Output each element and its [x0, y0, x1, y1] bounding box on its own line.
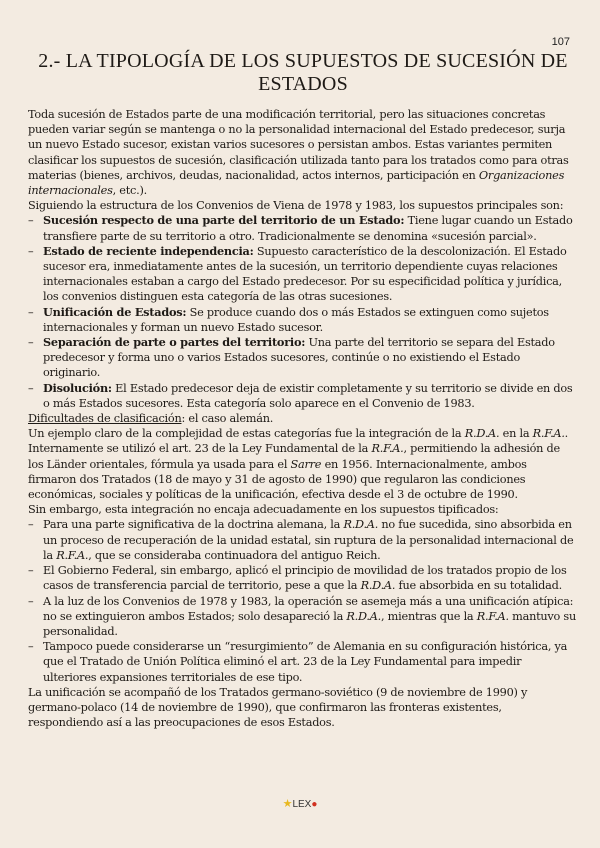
text-run: Para una parte significativa de la doctrina alemana, la	[43, 518, 344, 532]
text-run: fue absorbida en su totalidad.	[395, 579, 562, 593]
drop-icon: ●	[311, 799, 318, 810]
text-run: , mientras que la	[381, 609, 477, 623]
text-run: , etc.).	[112, 184, 147, 198]
however-paragraph: Sin embargo, esta integración no encaja adecuadamente en los supuestos tipificados:	[28, 503, 499, 517]
succession-cases-list	[28, 213, 576, 411]
case-term: Separación de parte o partes del territorio:	[43, 335, 306, 350]
italic-text: Organizaciones internacionales	[28, 168, 565, 198]
text-run: Toda sucesión de Estados parte de una modificación territorial, pero las situaciones concretas pueden variar según se mantenga o no la personalidad internacional del Estado predecesor, surja un nuevo Estado sucesor, existan varios sucesores o persistan ambos. Estas variantes permiten clasificar los supuestos de sucesión, clasificación utilizada tanto para los tratados como para otras materias (bienes, archivos, deudas, nacionalidad, actos internos, participación en	[28, 108, 569, 182]
italic-text: R.F.A.	[476, 609, 509, 623]
german-paragraph	[28, 426, 576, 502]
text-run: . Internamente se utilizó el art. 23 de la Ley Fundamental de la	[28, 427, 569, 456]
text-run: en 1956. Internacionalmente, ambos firmaron dos Tratados (18 de mayo y 31 de agosto de 1990) que regularon las condiciones económicas, sociales y políticas de la unificación, efectiva desde el 3 de octubre de 1990.	[28, 457, 527, 502]
list-item	[28, 244, 576, 305]
text-run: , permitiendo la adhesión de los Länder orientales, fórmula ya usada para el	[28, 442, 560, 471]
italic-text: R.F.A.	[532, 427, 565, 441]
italic-text: R.F.A.	[371, 442, 404, 456]
lead-paragraph: Siguiendo la estructura de los Convenios de Viena de 1978 y 1983, los supuestos principales son:	[28, 199, 564, 213]
difficulty-heading	[28, 411, 576, 426]
footer-text: LEX	[292, 799, 312, 810]
text-run: A la luz de los Convenios de 1978 y 1983, la operación se asemeja más a una unificación atípica: no se extinguieron ambos Estados; solo desapareció la	[43, 594, 574, 623]
list-item	[28, 305, 576, 335]
case-term: Estado de reciente independencia:	[43, 243, 254, 258]
text-run: en la	[499, 427, 533, 441]
italic-text: R.D.A.	[360, 579, 396, 593]
difficulty-heading-suffix: : el caso alemán.	[181, 412, 274, 426]
list-item	[28, 594, 576, 640]
case-term: Sucesión respecto de una parte del territorio de un Estado:	[43, 213, 405, 228]
italic-text: Sarre	[290, 457, 322, 471]
italic-text: R.D.A.	[464, 427, 500, 441]
case-text: Tiene lugar cuando un Estado transfiere parte de su territorio a otro. Tradicionalmente se denomina «sucesión parcial».	[43, 214, 573, 243]
case-text: Supuesto característico de la descolonización. El Estado sucesor era, inmediatamente antes de la sucesión, un territorio dependiente cuyas relaciones internacionales estaban a cargo del Estado predecesor. Por su especificidad política y jurídica, los convenios distinguen esta categoría de las otras sucesiones.	[43, 244, 567, 304]
closing-paragraph: La unificación se acompañó de los Tratados germano-soviético (9 de noviembre de 1990) y germano-polaco (14 de noviembre de 1990), que confirmaron las fronteras existentes, respondiendo así a las preocupaciones de esos Estados.	[28, 685, 528, 730]
list-item	[28, 335, 576, 381]
intro-paragraph	[28, 107, 576, 198]
difficulty-heading-underlined: Dificultades de clasificación	[28, 412, 182, 426]
german-points-list	[28, 517, 576, 684]
text-run: mantuvo su personalidad.	[43, 609, 577, 638]
star-icon: ★	[282, 798, 293, 810]
italic-text: R.F.A.	[56, 548, 89, 562]
italic-text: R.D.A.	[346, 609, 381, 623]
document-body	[28, 107, 576, 730]
case-text: El Estado predecesor deja de existir completamente y su territorio se divide en dos o más Estados sucesores. Esta categoría solo aparece en el Convenio de 1983.	[43, 381, 573, 410]
text-run: no fue sucedida, sino absorbida en un proceso de recuperación de la unidad estatal, sin ruptura de la personalidad internacional de la	[43, 518, 574, 562]
case-term: Unificación de Estados:	[43, 304, 187, 319]
list-item	[28, 517, 576, 563]
footer-logo	[0, 797, 600, 810]
italic-text: R.D.A.	[343, 518, 379, 532]
page-title: 2.- LA TIPOLOGÍA DE LOS SUPUESTOS DE SUCESIÓN DE ESTADOS	[38, 50, 568, 95]
list-item	[28, 381, 576, 411]
page-number: 107	[551, 36, 570, 48]
text-run: Tampoco puede considerarse un “resurgimiento” de Alemania en su configuración histórica, ya que el Tratado de Unión Política eliminó el art. 23 de la Ley Fundamental para impedir ulteriores expansiones territoriales de ese tipo.	[43, 640, 568, 684]
list-item	[28, 563, 576, 593]
text-run: , que se consideraba continuadora del antiguo Reich.	[88, 548, 381, 562]
text-run: El Gobierno Federal, sin embargo, aplicó el principio de movilidad de los tratados propio de los casos de transferencia parcial de territorio, pese a que la	[43, 564, 567, 593]
case-text: Se produce cuando dos o más Estados se extinguen como sujetos internacionales y forman un nuevo Estado sucesor.	[43, 305, 549, 334]
case-text: Una parte del territorio se separa del Estado predecesor y forma uno o varios Estados sucesores, continúe o no existiendo el Estado originario.	[43, 336, 555, 380]
text-run: Un ejemplo claro de la complejidad de estas categorías fue la integración de la	[28, 427, 465, 441]
list-item	[28, 213, 576, 243]
case-term: Disolución:	[43, 380, 112, 395]
list-item	[28, 639, 576, 685]
